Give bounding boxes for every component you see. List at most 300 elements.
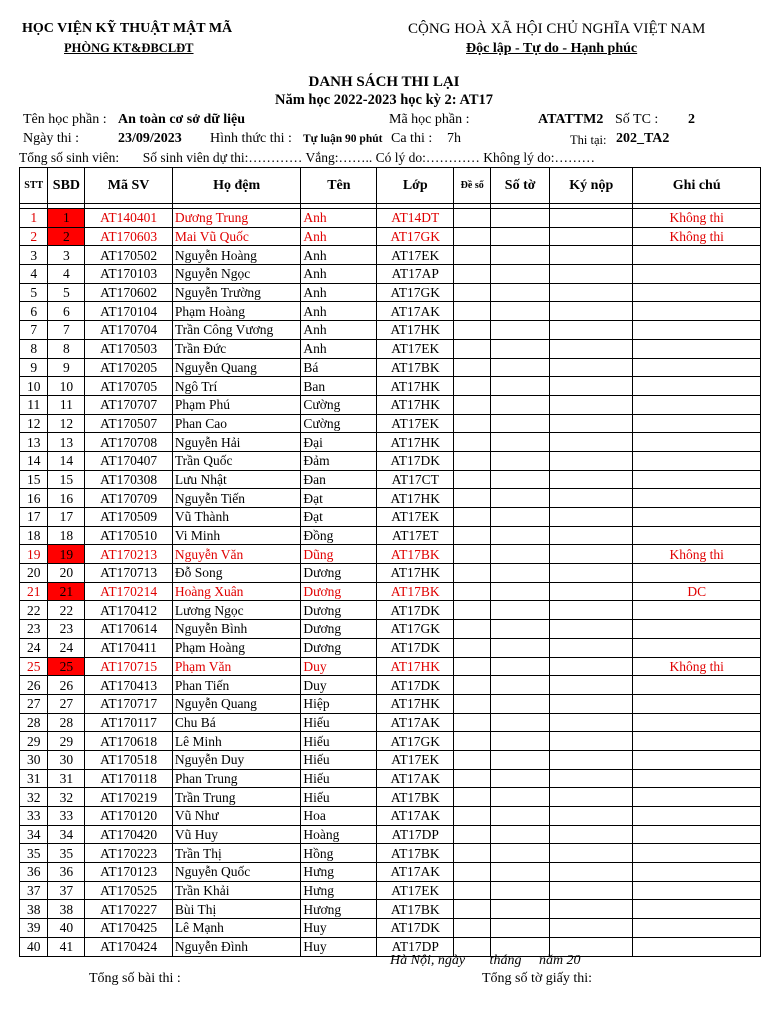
class-cell: AT17EK (377, 881, 454, 900)
note-cell (633, 788, 761, 807)
stt-cell: 28 (20, 713, 48, 732)
sheet-count-cell (491, 246, 550, 265)
stt-cell: 7 (20, 321, 48, 340)
exam-code-cell (454, 302, 491, 321)
note-cell (633, 302, 761, 321)
given-name-cell: Hiệp (301, 694, 377, 713)
sbd-cell: 24 (48, 638, 85, 657)
sbd-cell: 1 (48, 209, 85, 228)
table-row (20, 676, 761, 695)
stt-cell: 22 (20, 601, 48, 620)
exam-code-cell (454, 395, 491, 414)
surname-cell: Phạm Hoàng (172, 302, 301, 321)
sbd-cell: 15 (48, 470, 85, 489)
class-cell: AT17GK (377, 620, 454, 639)
class-cell: AT17EK (377, 750, 454, 769)
class-cell: AT17HK (377, 433, 454, 452)
note-cell (633, 601, 761, 620)
given-name-cell: Hồng (301, 844, 377, 863)
signing-date: Hà Nội, ngày tháng năm 20 (390, 953, 581, 968)
exam-code-cell (454, 657, 491, 676)
exam-code-cell (454, 545, 491, 564)
signature-cell (550, 265, 633, 284)
student-id-cell: AT170407 (85, 451, 172, 470)
exam-room-value: 202_TA2 (616, 131, 670, 146)
stt-cell: 17 (20, 508, 48, 527)
note-cell (633, 414, 761, 433)
note-cell (633, 825, 761, 844)
note-cell (633, 358, 761, 377)
total-sheets: Tổng số tờ giấy thi: (482, 971, 593, 986)
table-row (20, 900, 761, 919)
class-cell: AT17BK (377, 844, 454, 863)
signature-cell (550, 807, 633, 826)
exam-code-cell (454, 564, 491, 583)
student-id-cell: AT170411 (85, 638, 172, 657)
sheet-count-cell (491, 321, 550, 340)
surname-cell: Phạm Hoàng (172, 638, 301, 657)
surname-cell: Nguyễn Quốc (172, 863, 301, 882)
student-id-cell: AT170518 (85, 750, 172, 769)
table-row (20, 545, 761, 564)
stt-cell: 23 (20, 620, 48, 639)
header-surname: Họ đệm (172, 168, 301, 204)
student-id-cell: AT170510 (85, 526, 172, 545)
exam-code-cell (454, 620, 491, 639)
stt-cell: 12 (20, 414, 48, 433)
sbd-cell: 21 (48, 582, 85, 601)
surname-cell: Phạm Phú (172, 395, 301, 414)
sbd-cell: 26 (48, 676, 85, 695)
table-row (20, 881, 761, 900)
signature-cell (550, 750, 633, 769)
exam-code-cell (454, 694, 491, 713)
sheet-count-cell (491, 919, 550, 938)
surname-cell: Nguyễn Ngọc (172, 265, 301, 284)
given-name-cell: Đại (301, 433, 377, 452)
given-name-cell: Dương (301, 620, 377, 639)
class-cell: AT17EK (377, 414, 454, 433)
signature-cell (550, 377, 633, 396)
student-id-cell: AT170104 (85, 302, 172, 321)
given-name-cell: Bá (301, 358, 377, 377)
table-row (20, 788, 761, 807)
exam-code-cell (454, 209, 491, 228)
note-cell (633, 321, 761, 340)
given-name-cell: Hiếu (301, 713, 377, 732)
sbd-cell: 16 (48, 489, 85, 508)
given-name-cell: Dương (301, 582, 377, 601)
exam-date-label: Ngày thi : (23, 131, 79, 146)
stt-cell: 37 (20, 881, 48, 900)
sheet-count-cell (491, 265, 550, 284)
sheet-count-cell (491, 414, 550, 433)
signature-cell (550, 900, 633, 919)
note-cell (633, 863, 761, 882)
sheet-count-cell (491, 825, 550, 844)
table-row (20, 694, 761, 713)
given-name-cell: Dũng (301, 545, 377, 564)
header-note: Ghi chú (633, 168, 761, 204)
stt-cell: 33 (20, 807, 48, 826)
stt-cell: 6 (20, 302, 48, 321)
note-cell (633, 881, 761, 900)
student-id-cell: AT170223 (85, 844, 172, 863)
given-name-cell: Hưng (301, 863, 377, 882)
sbd-cell: 12 (48, 414, 85, 433)
surname-cell: Nguyễn Trường (172, 283, 301, 302)
table-row (20, 302, 761, 321)
note-cell (633, 919, 761, 938)
sheet-count-cell (491, 638, 550, 657)
stt-cell: 36 (20, 863, 48, 882)
class-cell: AT17BK (377, 358, 454, 377)
given-name-cell: Anh (301, 321, 377, 340)
exam-shift-label: Ca thi : (391, 131, 433, 146)
exam-code-cell (454, 321, 491, 340)
stt-cell: 8 (20, 339, 48, 358)
sheet-count-cell (491, 377, 550, 396)
given-name-cell: Huy (301, 919, 377, 938)
stt-cell: 40 (20, 937, 48, 956)
stt-cell: 10 (20, 377, 48, 396)
class-cell: AT17BK (377, 582, 454, 601)
sbd-cell: 10 (48, 377, 85, 396)
given-name-cell: Duy (301, 676, 377, 695)
given-name-cell: Dương (301, 601, 377, 620)
class-cell: AT17BK (377, 788, 454, 807)
sheet-count-cell (491, 564, 550, 583)
surname-cell: Nguyễn Duy (172, 750, 301, 769)
sbd-cell: 33 (48, 807, 85, 826)
student-id-cell: AT170717 (85, 694, 172, 713)
class-cell: AT17HK (377, 694, 454, 713)
institution-name: HỌC VIỆN KỸ THUẬT MẬT MÃ (22, 21, 233, 36)
table-row (20, 470, 761, 489)
signature-cell (550, 545, 633, 564)
student-id-cell: AT170227 (85, 900, 172, 919)
signature-cell (550, 676, 633, 695)
course-value: An toàn cơ sở dữ liệu (118, 112, 245, 127)
exam-code-cell (454, 470, 491, 489)
sbd-cell: 3 (48, 246, 85, 265)
sbd-cell: 25 (48, 657, 85, 676)
stt-cell: 26 (20, 676, 48, 695)
student-id-cell: AT170507 (85, 414, 172, 433)
exam-form-value: Tự luận 90 phút (303, 133, 383, 145)
table-row (20, 395, 761, 414)
student-id-cell: AT170704 (85, 321, 172, 340)
student-id-cell: AT170618 (85, 732, 172, 751)
note-cell (633, 807, 761, 826)
class-cell: AT17HK (377, 489, 454, 508)
sbd-cell: 13 (48, 433, 85, 452)
header-student-id: Mã SV (85, 168, 172, 204)
class-cell: AT17AK (377, 302, 454, 321)
table-row (20, 321, 761, 340)
class-cell: AT17DK (377, 676, 454, 695)
table-row (20, 508, 761, 527)
class-cell: AT17DK (377, 919, 454, 938)
sheet-count-cell (491, 302, 550, 321)
exam-code-cell (454, 508, 491, 527)
course-code-value: ATATTM2 (538, 112, 604, 127)
student-id-cell: AT170425 (85, 919, 172, 938)
table-row (20, 451, 761, 470)
sbd-cell: 5 (48, 283, 85, 302)
signature-cell (550, 395, 633, 414)
class-cell: AT17DK (377, 638, 454, 657)
table-row (20, 919, 761, 938)
note-cell (633, 937, 761, 956)
sbd-cell: 9 (48, 358, 85, 377)
sheet-count-cell (491, 395, 550, 414)
note-cell (633, 470, 761, 489)
student-id-cell: AT170214 (85, 582, 172, 601)
page-title: DANH SÁCH THI LẠI (308, 74, 460, 90)
surname-cell: Phan Trung (172, 769, 301, 788)
header-given-name: Tên (301, 168, 377, 204)
exam-code-cell (454, 750, 491, 769)
class-cell: AT17HK (377, 657, 454, 676)
student-id-cell: AT170509 (85, 508, 172, 527)
student-id-cell: AT170219 (85, 788, 172, 807)
stt-cell: 5 (20, 283, 48, 302)
surname-cell: Lưu Nhật (172, 470, 301, 489)
sbd-cell: 35 (48, 844, 85, 863)
credits-label: Số TC : (615, 112, 659, 127)
exam-code-cell (454, 265, 491, 284)
table-row (20, 377, 761, 396)
sheet-count-cell (491, 694, 550, 713)
student-id-cell: AT170502 (85, 246, 172, 265)
note-cell (633, 769, 761, 788)
surname-cell: Nguyễn Văn (172, 545, 301, 564)
signature-cell (550, 209, 633, 228)
signature-cell (550, 825, 633, 844)
class-cell: AT17HK (377, 377, 454, 396)
sheet-count-cell (491, 358, 550, 377)
exam-code-cell (454, 433, 491, 452)
sbd-cell: 8 (48, 339, 85, 358)
sheet-count-cell (491, 227, 550, 246)
exam-code-cell (454, 283, 491, 302)
sbd-cell: 6 (48, 302, 85, 321)
exam-code-cell (454, 919, 491, 938)
surname-cell: Nguyễn Quang (172, 694, 301, 713)
note-cell (633, 713, 761, 732)
sheet-count-cell (491, 807, 550, 826)
exam-code-cell (454, 582, 491, 601)
stt-cell: 34 (20, 825, 48, 844)
surname-cell: Nguyễn Tiến (172, 489, 301, 508)
note-cell (633, 377, 761, 396)
class-cell: AT17CT (377, 470, 454, 489)
table-row (20, 825, 761, 844)
student-id-cell: AT170707 (85, 395, 172, 414)
stt-cell: 21 (20, 582, 48, 601)
student-id-cell: AT170103 (85, 265, 172, 284)
exam-date-value: 23/09/2023 (118, 131, 182, 146)
sbd-cell: 17 (48, 508, 85, 527)
student-id-cell: AT170709 (85, 489, 172, 508)
table-row (20, 713, 761, 732)
given-name-cell: Hiếu (301, 750, 377, 769)
header-sheet-count: Số tờ (491, 168, 550, 204)
sbd-cell: 36 (48, 863, 85, 882)
table-row (20, 863, 761, 882)
sheet-count-cell (491, 433, 550, 452)
surname-cell: Vũ Thành (172, 508, 301, 527)
surname-cell: Nguyễn Hoàng (172, 246, 301, 265)
given-name-cell: Đạt (301, 489, 377, 508)
surname-cell: Trần Thị (172, 844, 301, 863)
signature-cell (550, 732, 633, 751)
stt-cell: 38 (20, 900, 48, 919)
student-id-cell: AT170118 (85, 769, 172, 788)
surname-cell: Nguyễn Đình (172, 937, 301, 956)
given-name-cell: Ban (301, 377, 377, 396)
sheet-count-cell (491, 900, 550, 919)
surname-cell: Hoàng Xuân (172, 582, 301, 601)
surname-cell: Nguyễn Bình (172, 620, 301, 639)
surname-cell: Nguyễn Hải (172, 433, 301, 452)
stt-cell: 9 (20, 358, 48, 377)
table-row (20, 732, 761, 751)
surname-cell: Phan Tiến (172, 676, 301, 695)
header-sbd: SBD (48, 168, 85, 204)
surname-cell: Chu Bá (172, 713, 301, 732)
given-name-cell: Hoa (301, 807, 377, 826)
sbd-cell: 19 (48, 545, 85, 564)
table-row (20, 638, 761, 657)
signature-cell (550, 919, 633, 938)
student-id-cell: AT170713 (85, 564, 172, 583)
surname-cell: Vi Minh (172, 526, 301, 545)
sbd-cell: 41 (48, 937, 85, 956)
table-row (20, 769, 761, 788)
stt-cell: 35 (20, 844, 48, 863)
table-row (20, 526, 761, 545)
signature-cell (550, 414, 633, 433)
table-row (20, 489, 761, 508)
signature-cell (550, 582, 633, 601)
note-cell (633, 638, 761, 657)
exam-code-cell (454, 825, 491, 844)
sheet-count-cell (491, 676, 550, 695)
exam-code-cell (454, 807, 491, 826)
country-name: CỘNG HOÀ XÃ HỘI CHỦ NGHĨA VIỆT NAM (408, 21, 706, 37)
signature-cell (550, 620, 633, 639)
student-table (19, 167, 761, 957)
sbd-cell: 40 (48, 919, 85, 938)
stt-cell: 15 (20, 470, 48, 489)
stt-cell: 30 (20, 750, 48, 769)
note-cell (633, 265, 761, 284)
sheet-count-cell (491, 209, 550, 228)
exam-code-cell (454, 246, 491, 265)
class-cell: AT17EK (377, 246, 454, 265)
student-id-cell: AT170503 (85, 339, 172, 358)
given-name-cell: Đan (301, 470, 377, 489)
note-cell (633, 246, 761, 265)
sbd-cell: 31 (48, 769, 85, 788)
sbd-cell: 4 (48, 265, 85, 284)
signature-cell (550, 508, 633, 527)
class-cell: AT17AK (377, 807, 454, 826)
given-name-cell: Hưng (301, 881, 377, 900)
class-cell: AT17HK (377, 321, 454, 340)
sheet-count-cell (491, 582, 550, 601)
exam-code-cell (454, 769, 491, 788)
given-name-cell: Anh (301, 209, 377, 228)
class-cell: AT17EK (377, 508, 454, 527)
note-cell: Không thi (633, 209, 761, 228)
signature-cell (550, 564, 633, 583)
surname-cell: Phạm Văn (172, 657, 301, 676)
note-cell (633, 489, 761, 508)
sbd-cell: 29 (48, 732, 85, 751)
sheet-count-cell (491, 545, 550, 564)
signature-cell (550, 489, 633, 508)
sheet-count-cell (491, 508, 550, 527)
table-row (20, 582, 761, 601)
class-cell: AT17AP (377, 265, 454, 284)
class-cell: AT17HK (377, 564, 454, 583)
student-id-cell: AT170213 (85, 545, 172, 564)
stt-cell: 31 (20, 769, 48, 788)
sbd-cell: 38 (48, 900, 85, 919)
given-name-cell: Anh (301, 265, 377, 284)
exam-code-cell (454, 638, 491, 657)
stt-cell: 14 (20, 451, 48, 470)
course-label: Tên học phần : (23, 112, 107, 127)
exam-code-cell (454, 414, 491, 433)
signature-cell (550, 769, 633, 788)
exam-code-cell (454, 900, 491, 919)
signature-cell (550, 788, 633, 807)
sbd-cell: 2 (48, 227, 85, 246)
student-id-cell: AT170308 (85, 470, 172, 489)
table-row (20, 657, 761, 676)
sbd-cell: 22 (48, 601, 85, 620)
class-cell: AT17DK (377, 451, 454, 470)
signature-cell (550, 881, 633, 900)
sheet-count-cell (491, 863, 550, 882)
class-cell: AT17AK (377, 863, 454, 882)
student-id-cell: AT170715 (85, 657, 172, 676)
class-cell: AT17AK (377, 713, 454, 732)
note-cell (633, 900, 761, 919)
class-cell: AT17GK (377, 732, 454, 751)
surname-cell: Lê Minh (172, 732, 301, 751)
class-cell: AT17GK (377, 227, 454, 246)
table-row (20, 265, 761, 284)
sheet-count-cell (491, 769, 550, 788)
signature-cell (550, 694, 633, 713)
note-cell (633, 433, 761, 452)
header-exam-code: Đề số (454, 168, 491, 204)
student-id-cell: AT170205 (85, 358, 172, 377)
class-cell: AT17ET (377, 526, 454, 545)
surname-cell: Trần Quốc (172, 451, 301, 470)
exam-code-cell (454, 358, 491, 377)
class-cell: AT17EK (377, 339, 454, 358)
stt-cell: 24 (20, 638, 48, 657)
exam-code-cell (454, 863, 491, 882)
exam-room-label: Thi tại: (570, 133, 607, 147)
signature-cell (550, 713, 633, 732)
